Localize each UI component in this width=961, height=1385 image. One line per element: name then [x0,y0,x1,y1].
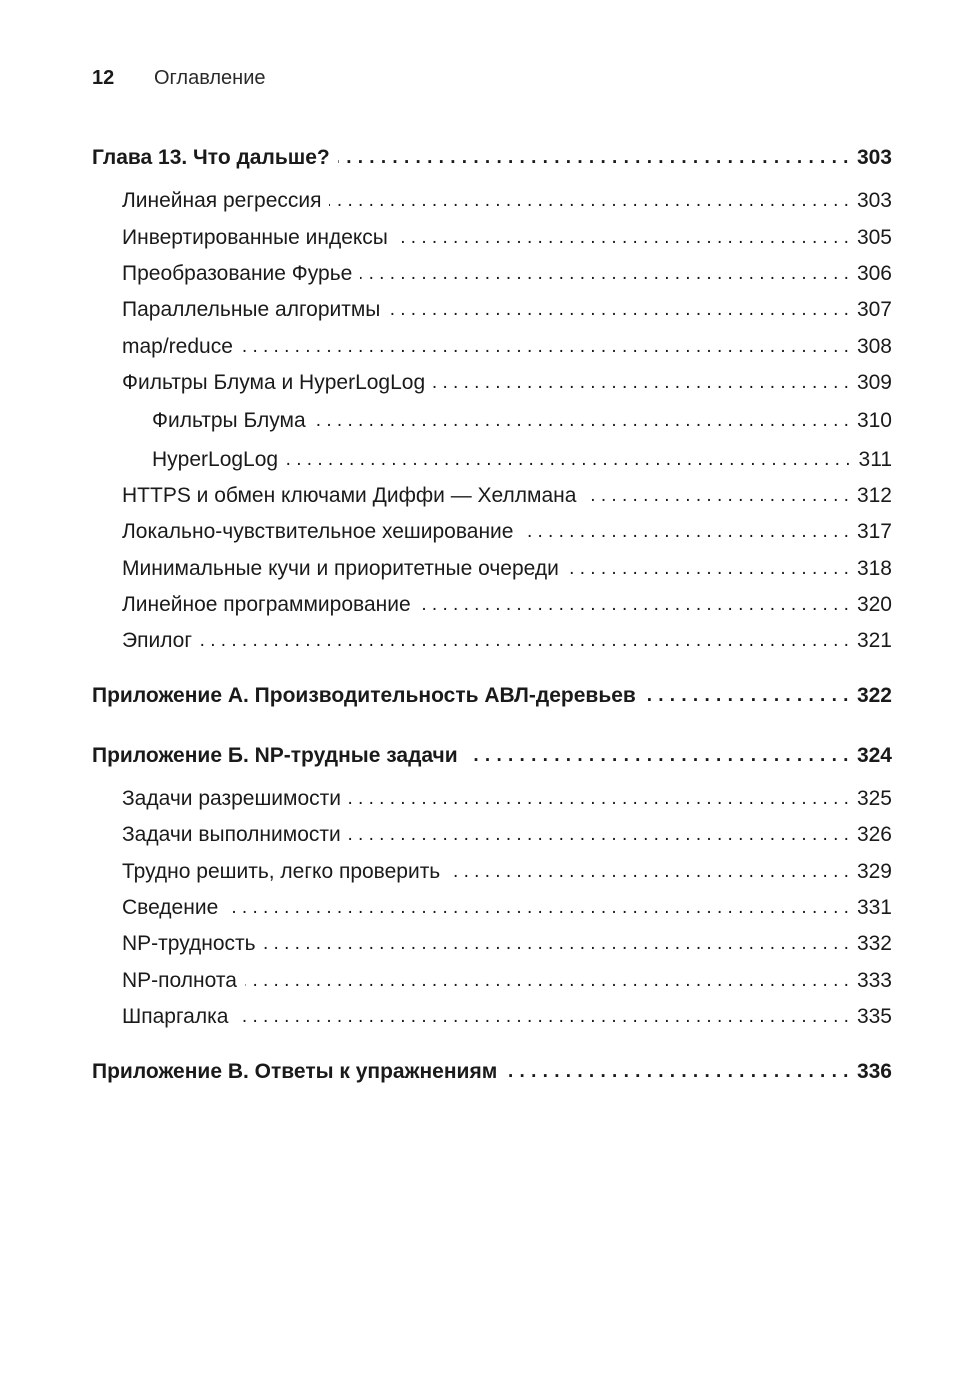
toc-dot-leader [245,966,849,996]
toc-entry[interactable] [92,481,892,511]
toc-dot-leader [396,223,849,253]
toc-entry[interactable] [92,784,892,814]
toc-entry[interactable] [92,554,892,584]
toc-entry-title: Фильтры Блума и HyperLogLog [122,371,426,394]
toc-dot-leader [433,368,849,398]
toc-entry-page: 311 [858,448,892,471]
toc-entry-page: 305 [856,226,892,249]
toc-entry-title: NP-полнота [122,969,237,992]
toc-entry[interactable] [92,893,892,923]
toc-entry-title: Глава 13. Что дальше? [92,146,330,169]
toc-dot-leader [584,481,849,511]
toc-dot-leader [286,445,850,475]
toc-entry[interactable] [92,186,892,216]
toc-entry-title: Трудно решить, легко проверить [122,860,441,883]
toc-entry-title: Линейная регрессия [122,189,322,212]
toc-entry[interactable] [92,929,892,959]
toc-dot-leader [226,893,849,923]
toc-entry-title: Преобразование Фурье [122,262,353,285]
toc-entry-title: HyperLogLog [152,448,279,471]
toc-entry-title: Сведение [122,896,219,919]
toc-entry[interactable] [92,681,892,711]
toc-entry[interactable] [92,626,892,656]
toc-entry-page: 322 [856,684,892,707]
toc-dot-leader [349,784,849,814]
toc-entry[interactable] [92,259,892,289]
toc-entry-title: Задачи выполнимости [122,823,341,846]
toc-dot-leader [521,517,849,547]
toc-entry-page: 336 [856,1060,892,1083]
toc-entry-page: 335 [856,1005,892,1028]
toc-entry-title: Шпаргалка [122,1005,229,1028]
toc-entry[interactable] [92,295,892,325]
toc-entry-page: 312 [856,484,892,507]
toc-entry[interactable] [92,857,892,887]
toc-entry[interactable] [92,741,892,771]
toc-entry-title: Локально-чувствительное хеширование [122,520,514,543]
toc-entry[interactable] [92,406,892,436]
toc-dot-leader [329,186,848,216]
running-title: Оглавление [154,66,266,89]
toc-dot-leader [448,857,849,887]
toc-entry-title: Инвертированные индексы [122,226,388,249]
toc-dot-leader [236,1002,849,1032]
toc-entry-title: NP-трудность [122,932,256,955]
toc-entry-page: 307 [856,298,892,321]
toc-entry-title: Линейное программирование [122,593,411,616]
toc-entry[interactable] [92,590,892,620]
toc-dot-leader [466,741,849,771]
toc-entry-page: 309 [856,371,892,394]
toc-entry-page: 303 [856,189,892,212]
toc-dot-leader [264,929,849,959]
toc-entry[interactable] [92,445,892,475]
toc-entry[interactable] [92,332,892,362]
toc-entry-title: Параллельные алгоритмы [122,298,381,321]
page-header [92,64,266,92]
toc-dot-leader [388,295,849,325]
toc-dot-leader [567,554,849,584]
page-number: 12 [92,66,115,89]
toc-dot-leader [200,626,849,656]
toc-entry-page: 321 [856,629,892,652]
toc-entry-title: Приложение В. Ответы к упражнениям [92,1060,498,1083]
toc-entry-title: Задачи разрешимости [122,787,341,810]
toc-entry-page: 329 [856,860,892,883]
toc-entry[interactable] [92,1002,892,1032]
toc-entry-title: map/reduce [122,335,233,358]
toc-entry-title: Приложение Б. NP-трудные задачи [92,744,458,767]
toc-entry-title: Эпилог [122,629,193,652]
toc-entry[interactable] [92,820,892,850]
toc-dot-leader [349,820,849,850]
toc-entry-page: 326 [856,823,892,846]
toc-entry-page: 303 [856,146,892,169]
toc-entry-page: 332 [856,932,892,955]
toc-entry[interactable] [92,368,892,398]
toc-entry-title: Фильтры Блума [152,409,306,432]
toc-entry-title: Приложение А. Производительность АВЛ-деревьев [92,684,636,707]
toc-dot-leader [241,332,849,362]
toc-entry-page: 325 [856,787,892,810]
toc-dot-leader [419,590,849,620]
toc-entry[interactable] [92,966,892,996]
toc-entry[interactable] [92,1057,892,1087]
toc-entry-page: 324 [856,744,892,767]
toc-dot-leader [314,406,849,436]
toc-entry-page: 310 [856,409,892,432]
toc-dot-leader [505,1057,849,1087]
toc-entry-page: 320 [856,593,892,616]
toc-entry-title: HTTPS и обмен ключами Диффи — Хеллмана [122,484,577,507]
toc-entry[interactable] [92,143,892,173]
toc-dot-leader [360,259,849,289]
toc-entry[interactable] [92,517,892,547]
toc-entry-page: 333 [856,969,892,992]
toc-entry[interactable] [92,223,892,253]
toc-entry-page: 317 [856,520,892,543]
toc-dot-leader [338,143,849,173]
toc-dot-leader [644,681,849,711]
toc-entry-page: 318 [856,557,892,580]
toc-entry-page: 308 [856,335,892,358]
toc-entry-page: 331 [856,896,892,919]
toc-entry-title: Минимальные кучи и приоритетные очереди [122,557,559,580]
toc-entry-page: 306 [856,262,892,285]
